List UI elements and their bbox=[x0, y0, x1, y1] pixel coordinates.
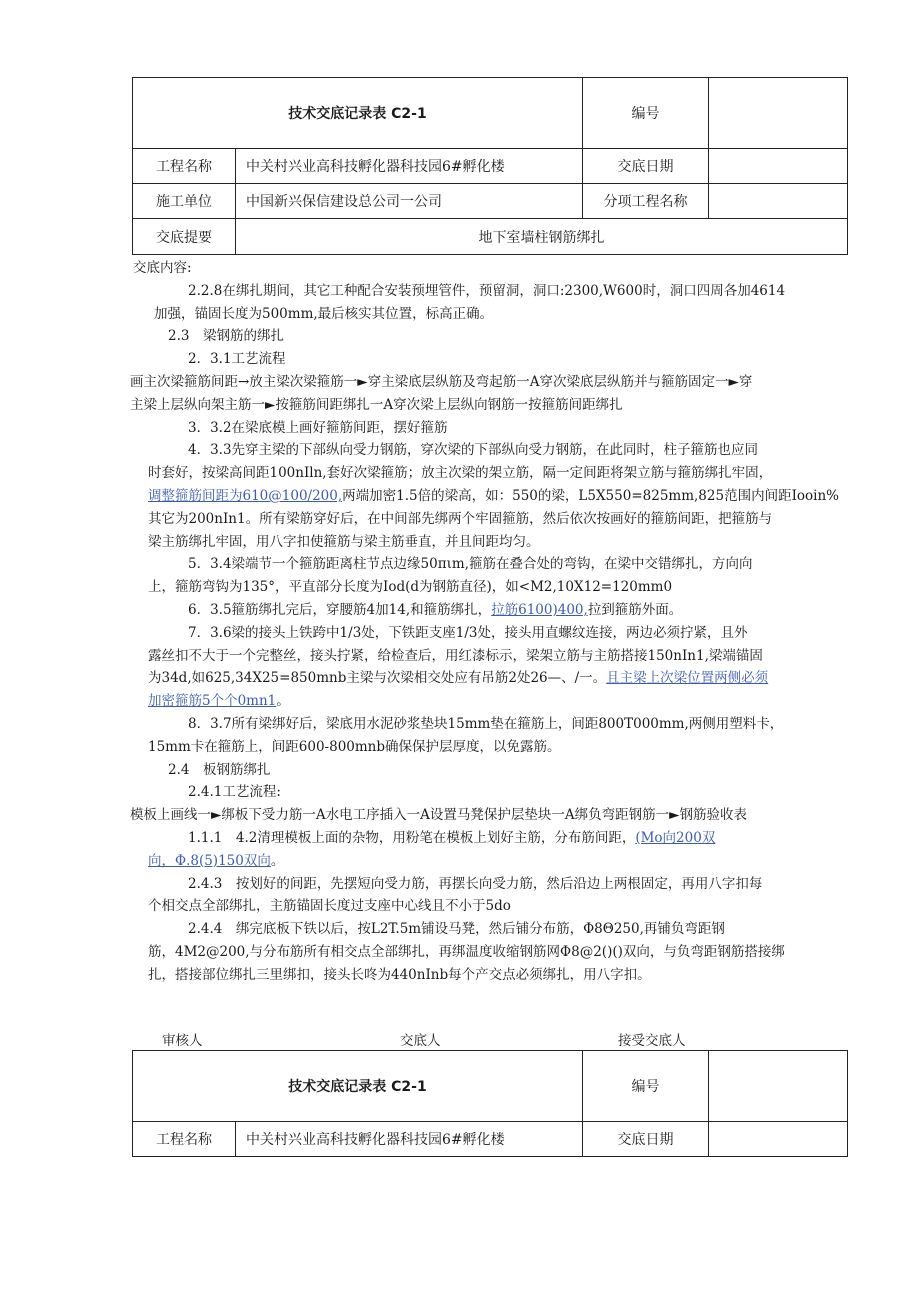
content-line: 8．3.7所有梁绑好后，梁底用水泥砂浆垫块15mm垫在箍筋上，间距800T000mm,两侧用塑料卡， bbox=[188, 715, 784, 732]
underlined-text: 拉筋6100)400, bbox=[491, 601, 588, 618]
section-heading: 2.4 板钢筋绑扎 bbox=[168, 761, 271, 778]
content-line: 梁主筋绑扎牢固，用八字扣使箍筋与梁主筋垂直，并且间距均匀。 bbox=[148, 533, 540, 550]
content-line: 为34d,如625,34X25=850mnb主梁与次梁相交处应有吊筋2处26—、/一。且主梁上次梁位置两侧必须 bbox=[148, 670, 769, 687]
reviewer-label: 审核人 bbox=[162, 1033, 203, 1049]
content-line: 加强，锚固长度为500mm,最后核实其位置，标高正确。 bbox=[154, 305, 494, 322]
underlined-text: (Mo向200双 bbox=[635, 829, 716, 846]
content-line: 上，箍筋弯钩为135°，平直部分长度为Iod(d为钢筋直径)，如<M2,10X12=120mm0 bbox=[148, 579, 673, 596]
content-line: 2.4.3 按划好的间距，先摆短向受力筋，再摆长向受力筋，然后沿边上两根固定，再用八字扣每 bbox=[188, 875, 763, 892]
content-line: 4．3.3先穿主梁的下部纵向受力钢筋，穿次梁的下部纵向受力钢筋，在此同时，柱子箍筋也应同 bbox=[188, 442, 759, 459]
number-value-2 bbox=[709, 1051, 848, 1122]
content-line: 向，Φ.8(5)150双向。 bbox=[148, 852, 285, 869]
date-label: 交底日期 bbox=[583, 149, 709, 184]
project-label-2: 工程名称 bbox=[133, 1122, 236, 1157]
content-line: 5．3.4梁端节一个箍筋距离柱节点边缘50πιm,箍筋在叠合处的弯钩，在梁中交错绑扎，方向向 bbox=[188, 556, 753, 573]
underlined-text: 且主梁上次梁位置两侧必须 bbox=[606, 670, 769, 687]
number-value bbox=[709, 78, 848, 149]
process-line: 主梁上层纵向架主筋一►按箍筋间距绑扎一A穿次梁上层纵向钢筋一按箍筋间距绑扎 bbox=[130, 396, 623, 413]
content-line: 1.1.1 4.2清理模板上面的杂物，用粉笔在模板上划好主筋，分布筋间距，(Mo向200双 bbox=[188, 829, 716, 846]
form-title-2: 技术交底记录表 C2-1 bbox=[133, 1051, 583, 1122]
content-line: 调整箍筋间距为610@100/200,两端加密1.5倍的梁高，如：550的梁，L5X550=825mm,825范围内间距Iooin% bbox=[148, 487, 839, 504]
content-line: 6．3.5箍筋绑扎完后，穿腰筋4加14,和箍筋绑扎，拉筋6100)400,拉到箍筋外面。 bbox=[188, 601, 683, 618]
unit-label: 施工单位 bbox=[133, 184, 236, 219]
underlined-text: 加密箍筋5个个0mn1 bbox=[148, 693, 277, 710]
content-line: 加密箍筋5个个0mn1。 bbox=[148, 693, 290, 710]
content-line: 3．3.2在梁底模上画好箍筋间距，摆好箍筋 bbox=[188, 419, 448, 436]
project-value: 中关村兴业高科技孵化器科技园6#孵化楼 bbox=[236, 149, 583, 184]
number-label: 编号 bbox=[583, 78, 709, 149]
number-label-2: 编号 bbox=[583, 1051, 709, 1122]
content-line: 筋，4M2@200,与分布筋所有相交点全部绑扎，再绑温度收缩钢筋网Φ8@2()()双向，与负弯距钢筋搭接绑 bbox=[148, 943, 785, 960]
header-table bbox=[132, 77, 848, 255]
content-line: 2.2.8在绑扎期间，其它工种配合安装预埋管件，预留洞，洞口:2300,W600时，洞口四周各加4614 bbox=[188, 282, 786, 299]
content-line: 时套好，按梁高间距100nIln,套好次梁箍筋；放主次梁的架立筋，隔一定间距将架立筋与箍筋绑扎牢固， bbox=[148, 465, 773, 482]
date-value bbox=[709, 149, 848, 184]
header-table-2 bbox=[132, 1050, 848, 1157]
project-label: 工程名称 bbox=[133, 149, 236, 184]
subproject-label: 分项工程名称 bbox=[583, 184, 709, 219]
content-line: 2.4.1工艺流程: bbox=[188, 784, 281, 801]
presenter-label: 交底人 bbox=[400, 1033, 441, 1049]
form-title: 技术交底记录表 C2-1 bbox=[133, 78, 583, 149]
receiver-label: 接受交底人 bbox=[618, 1033, 686, 1049]
underlined-text: 向，Φ.8(5)150双向 bbox=[148, 852, 271, 869]
content-heading: 交底内容: bbox=[133, 260, 192, 276]
date-label-2: 交底日期 bbox=[583, 1122, 709, 1157]
project-value-2: 中关村兴业高科技孵化器科技园6#孵化楼 bbox=[236, 1122, 583, 1157]
content-line: 个相交点全部绑扎，主筋锚固长度过支座中心线且不小于5do bbox=[148, 898, 511, 915]
content-line: 其它为200nIn1。所有梁筋穿好后，在中间部先绑两个牢固箍筋，然后依次按画好的箍筋间距，把箍筋与 bbox=[148, 510, 773, 527]
content-line: 扎，搭接部位绑扎三里绑扣，接头长咚为440nInb每个产交点必须绑扎，用八字扣。 bbox=[148, 966, 651, 983]
content-body bbox=[118, 257, 860, 987]
summary-value: 地下室墙柱钢筋绑扎 bbox=[236, 219, 848, 255]
content-line: 7．3.6梁的接头上铁跨中1/3处，下铁距支座1/3处，接头用直螺纹连接，两边必须拧紧，且外 bbox=[188, 624, 748, 641]
subproject-value bbox=[709, 184, 848, 219]
signature-row bbox=[118, 1029, 860, 1051]
unit-value: 中国新兴保信建设总公司一公司 bbox=[236, 184, 583, 219]
process-line: 模板上画线一►绑板下受力筋一A水电工序插入一A设置马凳保护层垫块一A绑负弯距钢筋一►钢筋验收表 bbox=[130, 807, 748, 824]
section-heading: 2.3 梁钢筋的绑扎 bbox=[168, 328, 284, 345]
content-line: 露丝扣不大于一个完整丝，接头拧紧，给检查后，用红漆标示，梁架立筋与主筋搭接150nIn1,梁端锚固 bbox=[148, 647, 763, 664]
content-line: 15mm卡在箍筋上，间距600-800mnb确保保护层厚度，以免露筋。 bbox=[148, 738, 561, 755]
summary-label: 交底提要 bbox=[133, 219, 236, 255]
content-line: 2．3.1工艺流程 bbox=[188, 351, 286, 368]
date-value-2 bbox=[709, 1122, 848, 1157]
underlined-text: 调整箍筋间距为610@100/200, bbox=[148, 487, 343, 504]
process-line: 画主次梁箍筋间距→放主梁次梁箍筋一►穿主梁底层纵筋及弯起筋一A穿次梁底层纵筋并与箍筋固定一►穿 bbox=[130, 373, 753, 390]
content-line: 2.4.4 绑完底板下铁以后，按L2T.5m铺设马凳，然后铺分布筋，Φ8Θ250,再铺负弯距钢 bbox=[188, 921, 725, 938]
